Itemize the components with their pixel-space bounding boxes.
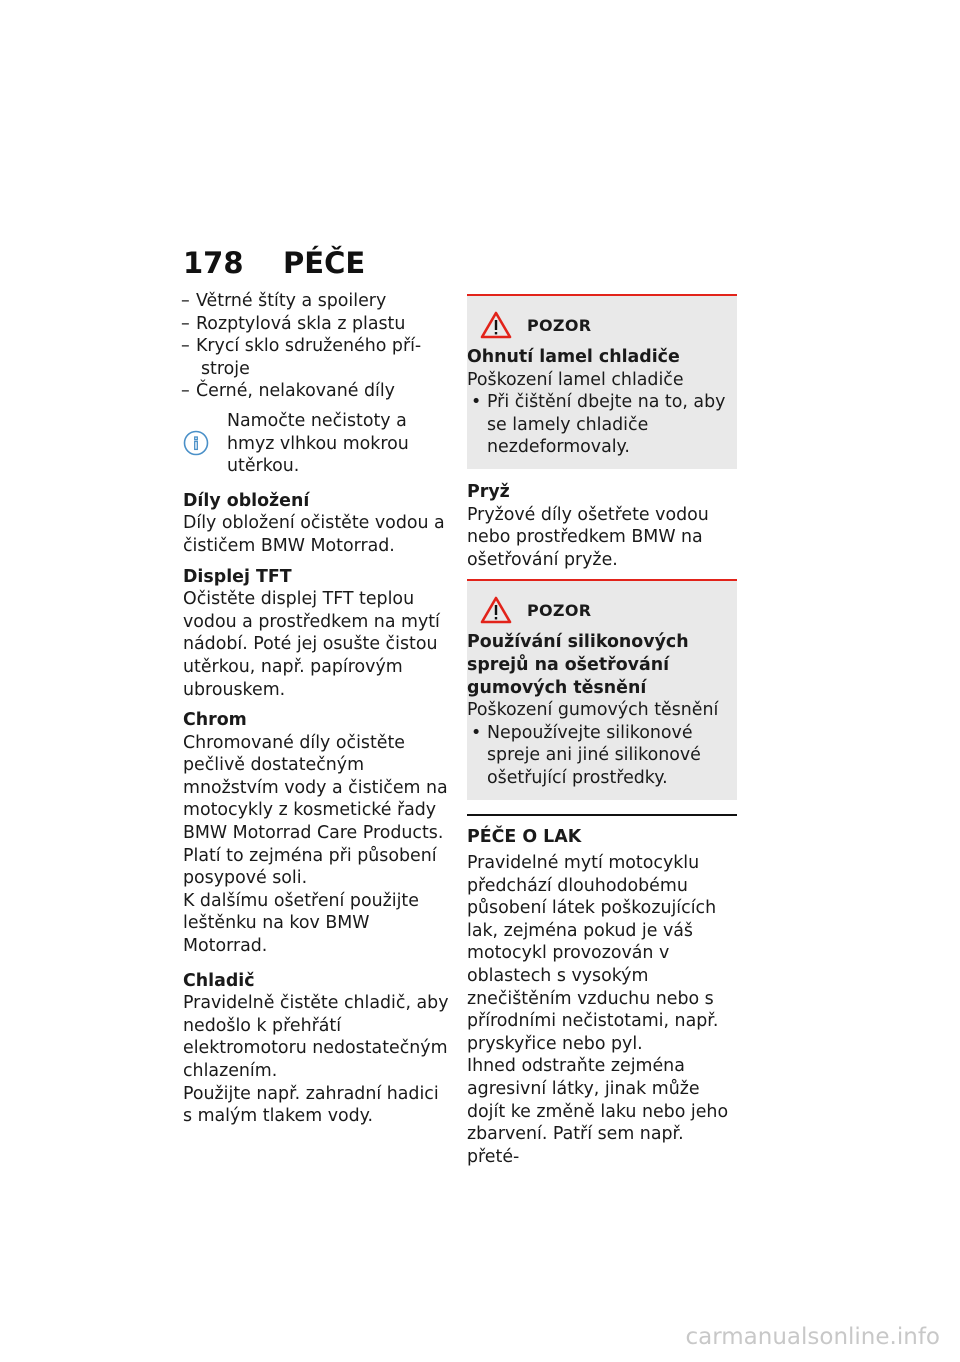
warning-triangle-icon — [479, 310, 513, 340]
warning-title: Používání silikonových sprejů na ošetřování gumových těsnění — [467, 632, 689, 698]
watermark: carmanualsonline.info — [685, 1324, 940, 1350]
section-body: Použijte např. zahradní hadici s malým tlakem vody. — [183, 1083, 439, 1127]
section-body: K dalšímu ošetření použijte leštěnku na kov BMW Motorrad. — [183, 890, 419, 957]
paint-care-section — [467, 814, 737, 1169]
section-body: Pravidelné mytí motocyklu předchází dlouhodobému působení látek poškozujících lak, zejména pokud je váš motocykl provozován v oblastech s vysokým znečištěním vzduchu nebo s přírodními nečistotami, např. pryskyřice nebo pyl. — [467, 853, 719, 1054]
warning-label: POZOR — [527, 600, 592, 620]
section-heading: Pryž — [467, 481, 510, 502]
left-column — [183, 290, 453, 1128]
section-body: Očistěte displej TFT teplou vodou a prostředkem na mytí nádobí. Poté jej osušte čistou utěrkou, např. papírovým ubrouskem. — [183, 589, 440, 700]
list-item: – Černé, nelakované díly — [183, 380, 453, 403]
warning-subtitle: Poškození lamel chladiče — [467, 369, 684, 390]
page-title: PÉČE — [283, 246, 366, 280]
section-heading: Chladič — [183, 970, 255, 991]
warning-label: POZOR — [527, 315, 592, 335]
warning-bullet: • Nepoužívejte silikonové spreje ani jiné silikonové ošetřující prostředky. — [467, 722, 727, 790]
section-body: Pryžové díly ošetřete vodou nebo prostředkem BMW na ošetřování pryže. — [467, 504, 709, 570]
section-body: Ihned odstraňte zejména agresivní látky, jinak může dojít ke změně laku nebo jeho zbarvení. Patří sem např. přeté- — [467, 1056, 729, 1167]
section-heading: PÉČE O LAK — [467, 826, 582, 847]
list-item: – Rozptylová skla z plastu — [183, 313, 453, 336]
page-number: 178 — [183, 246, 244, 280]
section-body: Díly obložení očistěte vodou a čističem BMW Motorrad. — [183, 513, 445, 556]
info-note-text: Namočte nečistoty a hmyz vlhkou mokrou utěrkou. — [227, 410, 409, 477]
list-item: – Krycí sklo sdruženého pří- stroje — [183, 335, 453, 380]
list-item: – Větrné štíty a spoilery — [183, 290, 453, 313]
warning-box — [467, 579, 737, 799]
section-heading: Chrom — [183, 710, 247, 731]
warning-bullet: • Při čištění dbejte na to, aby se lamely chladiče nezdeformovaly. — [467, 391, 727, 459]
section-body: Chromované díly očistěte pečlivě dostatečným množstvím vody a čističem na motocykly z kosmetické řady BMW Motorrad Care Products. Platí to zejména při působení posypové soli. — [183, 732, 448, 889]
warning-box — [467, 294, 737, 469]
right-column — [467, 294, 737, 1168]
page-header — [183, 246, 365, 280]
warning-triangle-icon — [479, 595, 513, 625]
dash-list — [183, 290, 453, 403]
warning-subtitle: Poškození gumových těsnění — [467, 700, 719, 721]
warning-title: Ohnutí lamel chladiče — [467, 347, 680, 367]
section-heading: Displej TFT — [183, 566, 292, 587]
info-icon — [183, 410, 227, 460]
info-note — [183, 410, 453, 478]
section-body: Pravidelně čistěte chladič, aby nedošlo k přehřátí elektromotoru nedostatečným chlazením. — [183, 993, 449, 1081]
section-heading: Díly obložení — [183, 490, 310, 511]
